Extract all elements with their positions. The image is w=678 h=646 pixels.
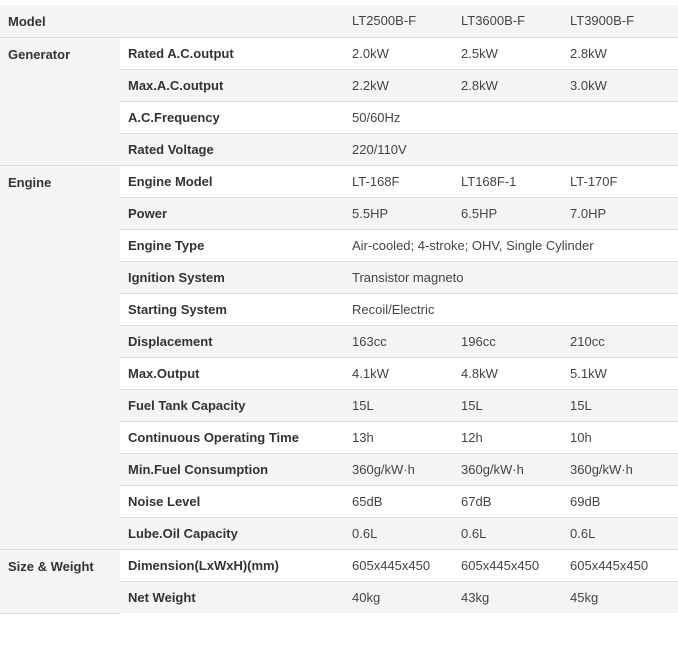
spec-value: Recoil/Electric <box>345 293 678 325</box>
model-name-cell: LT2500B-F <box>345 5 454 37</box>
spec-value: 43kg <box>454 581 563 613</box>
spec-value: 50/60Hz <box>345 101 678 133</box>
spec-value: LT-170F <box>563 165 678 197</box>
group-label: Engine <box>0 165 120 549</box>
spec-value: 12h <box>454 421 563 453</box>
spec-value: 65dB <box>345 485 454 517</box>
spec-label: Starting System <box>120 293 345 325</box>
spec-table-body <box>0 5 678 613</box>
spec-label: Ignition System <box>120 261 345 293</box>
spec-value: 2.2kW <box>345 69 454 101</box>
spec-value: 163cc <box>345 325 454 357</box>
group-label: Generator <box>0 37 120 165</box>
model-header-label: Model <box>0 5 120 37</box>
spec-value: 69dB <box>563 485 678 517</box>
spec-label: Power <box>120 197 345 229</box>
spec-value: 0.6L <box>345 517 454 549</box>
spec-value: 5.5HP <box>345 197 454 229</box>
spec-label: Noise Level <box>120 485 345 517</box>
spec-table <box>0 5 678 614</box>
spec-value: 45kg <box>563 581 678 613</box>
spec-value: 605x445x450 <box>454 549 563 581</box>
spec-value: 15L <box>345 389 454 421</box>
spec-row <box>0 549 678 581</box>
spec-value: 7.0HP <box>563 197 678 229</box>
spec-value: 40kg <box>345 581 454 613</box>
spec-label: Max.A.C.output <box>120 69 345 101</box>
spec-label: Rated A.C.output <box>120 37 345 69</box>
spec-label: Dimension(LxWxH)(mm) <box>120 549 345 581</box>
spec-value: 6.5HP <box>454 197 563 229</box>
spec-value: 605x445x450 <box>345 549 454 581</box>
spec-value: 15L <box>563 389 678 421</box>
spec-value: 13h <box>345 421 454 453</box>
spec-value: Transistor magneto <box>345 261 678 293</box>
spec-value: 10h <box>563 421 678 453</box>
spec-value: Air-cooled; 4-stroke; OHV, Single Cylinder <box>345 229 678 261</box>
spec-value: 4.1kW <box>345 357 454 389</box>
spec-label: Net Weight <box>120 581 345 613</box>
spec-value: 196cc <box>454 325 563 357</box>
spec-label: Continuous Operating Time <box>120 421 345 453</box>
spec-value: 220/110V <box>345 133 678 165</box>
spec-label: Min.Fuel Consumption <box>120 453 345 485</box>
spec-value: 2.8kW <box>563 37 678 69</box>
spec-value: 0.6L <box>563 517 678 549</box>
model-header-blank <box>120 5 345 37</box>
spec-value: LT-168F <box>345 165 454 197</box>
spec-label: Displacement <box>120 325 345 357</box>
spec-label: A.C.Frequency <box>120 101 345 133</box>
spec-value: 3.0kW <box>563 69 678 101</box>
model-name-cell: LT3900B-F <box>563 5 678 37</box>
spec-value: 15L <box>454 389 563 421</box>
model-name-cell: LT3600B-F <box>454 5 563 37</box>
spec-value: 67dB <box>454 485 563 517</box>
spec-value: 210cc <box>563 325 678 357</box>
model-header-row <box>0 5 678 37</box>
spec-row <box>0 37 678 69</box>
spec-label: Lube.Oil Capacity <box>120 517 345 549</box>
spec-value: 0.6L <box>454 517 563 549</box>
spec-label: Fuel Tank Capacity <box>120 389 345 421</box>
spec-label: Rated Voltage <box>120 133 345 165</box>
spec-label: Max.Output <box>120 357 345 389</box>
spec-value: 5.1kW <box>563 357 678 389</box>
spec-value: 2.8kW <box>454 69 563 101</box>
spec-value: 2.0kW <box>345 37 454 69</box>
spec-value: 2.5kW <box>454 37 563 69</box>
spec-label: Engine Model <box>120 165 345 197</box>
spec-value: 4.8kW <box>454 357 563 389</box>
spec-value: 360g/kW·h <box>563 453 678 485</box>
group-label: Size & Weight <box>0 549 120 613</box>
spec-value: 605x445x450 <box>563 549 678 581</box>
spec-value: 360g/kW·h <box>454 453 563 485</box>
spec-row <box>0 165 678 197</box>
spec-value: 360g/kW·h <box>345 453 454 485</box>
spec-label: Engine Type <box>120 229 345 261</box>
spec-value: LT168F-1 <box>454 165 563 197</box>
